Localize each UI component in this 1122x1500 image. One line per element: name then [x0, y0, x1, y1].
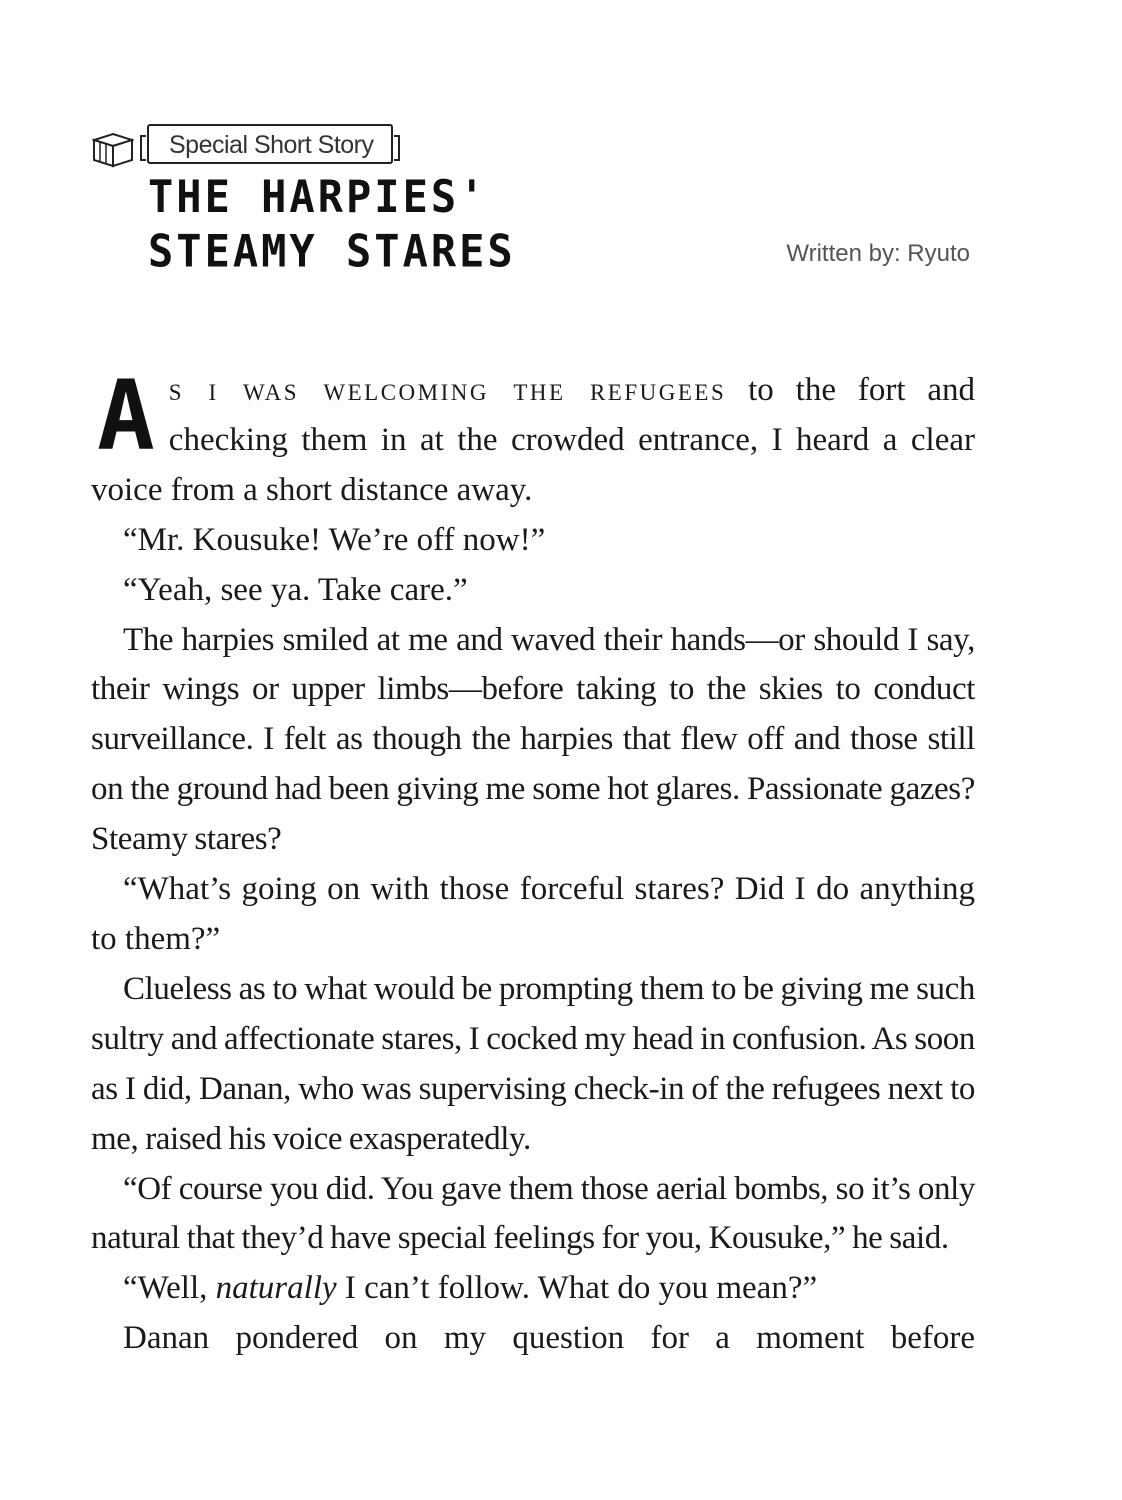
drop-cap: A — [97, 360, 155, 472]
paragraph: “Yeah, see ya. Take care.” — [123, 571, 468, 608]
story-title-line-2: STEAMY STARES — [148, 225, 516, 278]
special-short-story-tag: Special Short Story — [147, 124, 393, 164]
paragraph: “What’s going on with those forceful stares? Did I do anything to them?” — [91, 871, 975, 957]
paragraph-opening — [91, 360, 976, 516]
cube-icon — [92, 132, 134, 168]
story-title — [148, 170, 516, 279]
opening-small-caps: s i was welcoming the refugees — [168, 372, 727, 408]
paragraph: The harpies smiled at me and waved their hands—or should I say, their wings or upper limbs—before taking to the skies to conduct surveillance. I felt as though the harpies that flew off and those still on the ground had been giving me some hot glares. Passionate gazes? Steamy stares? — [91, 621, 975, 858]
italic-word: naturally — [215, 1270, 337, 1307]
paragraph — [91, 1264, 975, 1314]
paragraph-text: “Well, — [123, 1270, 216, 1307]
opening-text: to the fort and checking them in at the crowded entrance, I heard a clear voice from a short distance away. — [91, 372, 976, 508]
paragraph-text: I can’t follow. What do you mean?” — [336, 1270, 818, 1307]
story-body — [91, 360, 976, 1364]
paragraph: “Of course you did. You gave them those aerial bombs, so it’s only natural that they’d have special feelings for you, Kousuke,” he said. — [91, 1170, 975, 1257]
paragraph: Clueless as to what would be prompting them to be giving me such sultry and affectionate stares, I cocked my head in confusion. As soon as I did, Danan, who was supervising check-in of the refugees next to me, raised his voice exasperatedly. — [91, 970, 975, 1157]
paragraph: Danan pondered on my question for a moment before — [123, 1320, 975, 1357]
paragraph: “Mr. Kousuke! We’re off now!” — [123, 521, 546, 558]
story-title-line-1: THE HARPIES' — [148, 171, 488, 223]
author-credit: Written by: Ryuto — [786, 240, 970, 267]
